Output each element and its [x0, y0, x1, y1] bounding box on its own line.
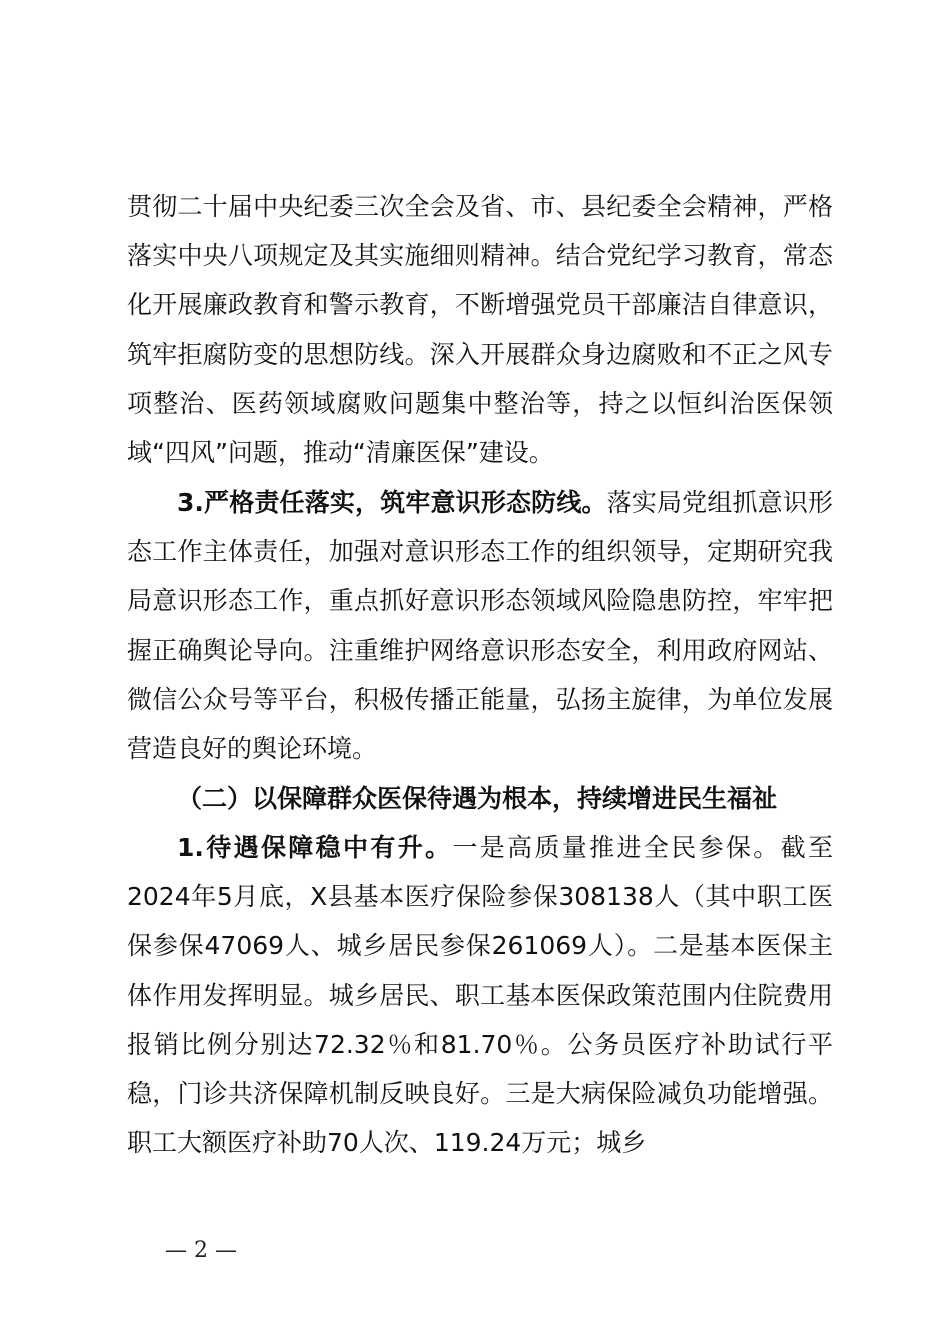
paragraph-lead-heading: 3.严格责任落实，筑牢意识形态防线。	[177, 488, 607, 517]
section-heading-block	[127, 774, 833, 823]
paragraph-discipline	[127, 182, 833, 477]
paragraph-text: 一是高质量推进全民参保。截至2024年5月底，X县基本医疗保险参保308138人（其中职工医保参保47069人、城乡居民参保261069人）。二是基本医保主体作用发挥明显。城乡居民、职工基本医保政策范围内住院费用报销比例分别达72.32％和81.70％。公务员医疗补助试行平稳，门诊共济保障机制反映良好。三是大病保险减负功能增强。职工大额医疗补助70人次、119.24万元；城乡	[127, 833, 833, 1158]
paragraph-text: 落实局党组抓意识形态工作主体责任，加强对意识形态工作的组织领导，定期研究我局意识形态工作，重点抓好意识形态领域风险隐患防控，牢牢把握正确舆论导向。注重维护网络意识形态安全，利用政府网站、微信公众号等平台，积极传播正能量，弘扬主旋律，为单位发展营造良好的舆论环境。	[127, 488, 833, 764]
page-number: — 2 —	[165, 1238, 237, 1263]
paragraph-benefits	[127, 823, 833, 1167]
section-heading: （二）以保障群众医保待遇为根本，持续增进民生福祉	[177, 784, 778, 813]
paragraph-ideology	[127, 478, 833, 773]
paragraph-text: 贯彻二十届中央纪委三次全会及省、市、县纪委全会精神，严格落实中央八项规定及其实施细则精神。结合党纪学习教育，常态化开展廉政教育和警示教育，不断增强党员干部廉洁自律意识，筑牢拒腐防变的思想防线。深入开展群众身边腐败和不正之风专项整治、医药领域腐败问题集中整治等，持之以恒纠治医保领域“四风”问题，推动“清廉医保”建设。	[127, 192, 833, 468]
paragraph-lead-heading: 1.待遇保障稳中有升。	[177, 833, 453, 862]
